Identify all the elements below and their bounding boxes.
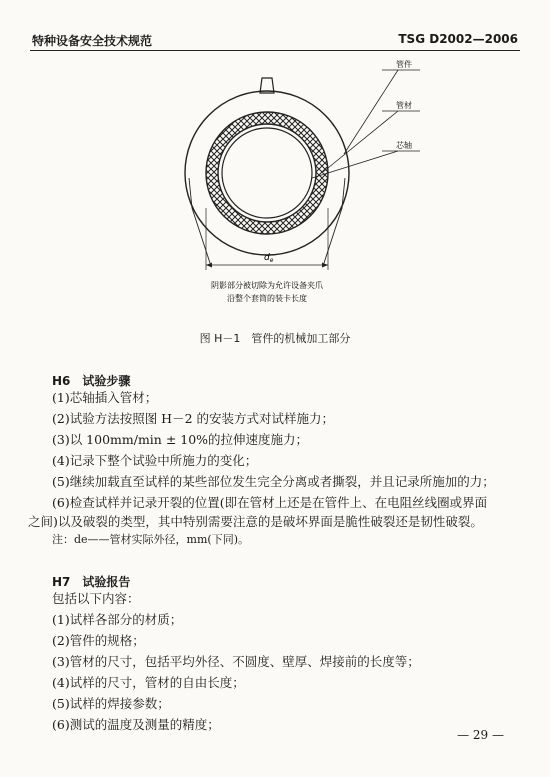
- h7-item-1: (1)试样各部分的材质；: [52, 612, 183, 627]
- figure-h1: [130, 58, 450, 320]
- label-fitting: 管件: [396, 60, 412, 69]
- h6-item-6: (6)检查试样并记录开裂的位置(即在管材上还是在管件上、在电阻丝线圈或界面: [52, 495, 488, 510]
- pipe-fitting-diagram: [130, 58, 450, 320]
- section-h6-title: H6 试验步骤: [52, 374, 131, 388]
- figure-note-line1: 阴影部分被切除为允许设备夹爪: [211, 281, 323, 290]
- h6-item-2: (2)试验方法按照图 H－2 的安装方式对试样施力；: [52, 411, 335, 426]
- figure-note-line2: 沿整个套筒的装卡长度: [227, 294, 307, 303]
- diameter-symbol: $d_e$: [264, 253, 274, 264]
- h7-item-3: (3)管材的尺寸，包括平均外径、不圆度、壁厚、焊接前的长度等；: [52, 654, 420, 669]
- running-header: [30, 30, 520, 51]
- section-h7-title: H7 试验报告: [52, 575, 131, 589]
- h6-item-5: (5)继续加载直至试样的某些部位发生完全分离或者撕裂，并且记录所施加的力；: [52, 474, 495, 489]
- label-mandrel: 芯轴: [396, 141, 412, 150]
- h7-item-2: (2)管件的规格；: [52, 633, 145, 648]
- h6-item-6-cont: 之间)以及破裂的类型，其中特别需要注意的是破坏界面是脆性破裂还是韧性破裂。: [28, 514, 483, 529]
- h7-item-6: (6)测试的温度及测量的精度；: [52, 717, 220, 732]
- h7-item-5: (5)试样的焊接参数；: [52, 696, 170, 711]
- h6-item-3: (3)以 100mm/min ± 10%的拉伸速度施力；: [52, 432, 309, 447]
- h6-item-1: (1)芯轴插入管材；: [52, 390, 158, 405]
- h6-note: 注：de——管材实际外径，mm(下同)。: [52, 533, 249, 546]
- h7-intro: 包括以下内容：: [52, 591, 140, 606]
- h7-item-4: (4)试样的尺寸，管材的自由长度；: [52, 675, 245, 690]
- header-title: 特种设备安全技术规范: [32, 34, 153, 48]
- label-pipe: 管材: [396, 101, 412, 110]
- page-number: — 29 —: [457, 728, 504, 742]
- header-standard-number: TSG D2002—2006: [398, 32, 518, 46]
- figure-caption: 图 H－1 管件的机械加工部分: [199, 332, 351, 345]
- h6-item-4: (4)记录下整个试验中所施力的变化；: [52, 453, 258, 468]
